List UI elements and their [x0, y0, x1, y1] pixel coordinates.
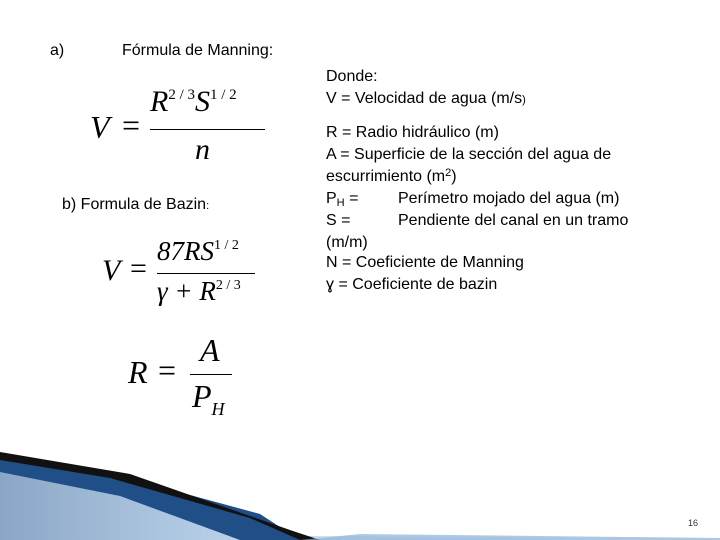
bazin-den-base: γ + R — [157, 276, 216, 306]
radius-equals: = — [158, 352, 177, 388]
def-perimeter-eq: = — [344, 190, 359, 207]
def-area-2-sup: 2 — [445, 167, 452, 179]
bazin-num-exp: 1 / 2 — [214, 238, 239, 253]
bazin-numerator — [157, 236, 239, 267]
radius-denominator — [192, 378, 225, 419]
manning-formula — [90, 85, 270, 170]
radius-den-base: P — [192, 378, 212, 414]
def-radius: R = Radio hidráulico (m) — [326, 124, 499, 141]
manning-title: Fórmula de Manning: — [122, 42, 274, 59]
radius-num: A — [200, 332, 220, 368]
bazin-denominator — [157, 276, 241, 307]
bazin-title-text: b) Formula de Bazin — [62, 196, 207, 213]
def-area-2-close: ) — [451, 168, 457, 185]
radius-lhs: R — [128, 354, 148, 390]
section-a-label: a) — [50, 42, 65, 59]
manning-num-s: S — [195, 85, 210, 118]
radius-fraction-bar — [190, 374, 232, 375]
bazin-den-exp: 2 / 3 — [215, 278, 241, 293]
def-velocity-paren: ) — [522, 94, 526, 106]
manning-fraction-bar — [150, 129, 265, 130]
def-slope-symbol: S = — [326, 212, 351, 229]
bazin-lhs: V — [102, 254, 121, 287]
def-bazin-coef: ɣ = Coeficiente de bazin — [326, 276, 498, 293]
manning-numerator — [150, 85, 237, 119]
bazin-title — [62, 194, 209, 217]
radius-formula — [128, 332, 248, 427]
definitions-heading: Donde: — [326, 68, 378, 85]
def-perimeter-p: P — [326, 190, 337, 207]
bazin-title-colon: : — [206, 200, 210, 212]
manning-num-r: R — [150, 85, 169, 118]
radius-den-sub: H — [211, 399, 225, 419]
def-velocity-text: V = Velocidad de agua (m/s — [326, 90, 523, 107]
bazin-num-base: 87RS — [157, 236, 214, 266]
def-perimeter-sub: H — [336, 197, 345, 209]
decorative-swoosh — [0, 448, 720, 540]
manning-lhs: V — [90, 109, 110, 145]
def-velocity — [326, 88, 526, 111]
bazin-fraction-bar — [157, 273, 255, 274]
def-slope-unit: (m/m) — [326, 234, 368, 251]
page-number: 16 — [688, 518, 699, 528]
swoosh-tail — [300, 534, 720, 540]
def-area-1: A = Superficie de la sección del agua de — [326, 146, 612, 163]
bazin-equals: = — [130, 252, 147, 285]
bazin-formula — [102, 236, 272, 316]
manning-num-exp1: 2 / 3 — [168, 87, 195, 103]
def-area-2-text: escurrimiento (m — [326, 168, 446, 185]
manning-equals: = — [122, 107, 141, 143]
def-slope-desc: Pendiente del canal en un tramo — [398, 212, 629, 229]
def-manning-coef: N = Coeficiente de Manning — [326, 254, 524, 271]
def-perimeter-symbol — [326, 188, 358, 211]
manning-num-exp2: 1 / 2 — [210, 87, 237, 103]
def-perimeter-desc: Perímetro mojado del agua (m) — [398, 190, 620, 207]
def-area-2 — [326, 166, 457, 189]
manning-den: n — [195, 133, 210, 166]
